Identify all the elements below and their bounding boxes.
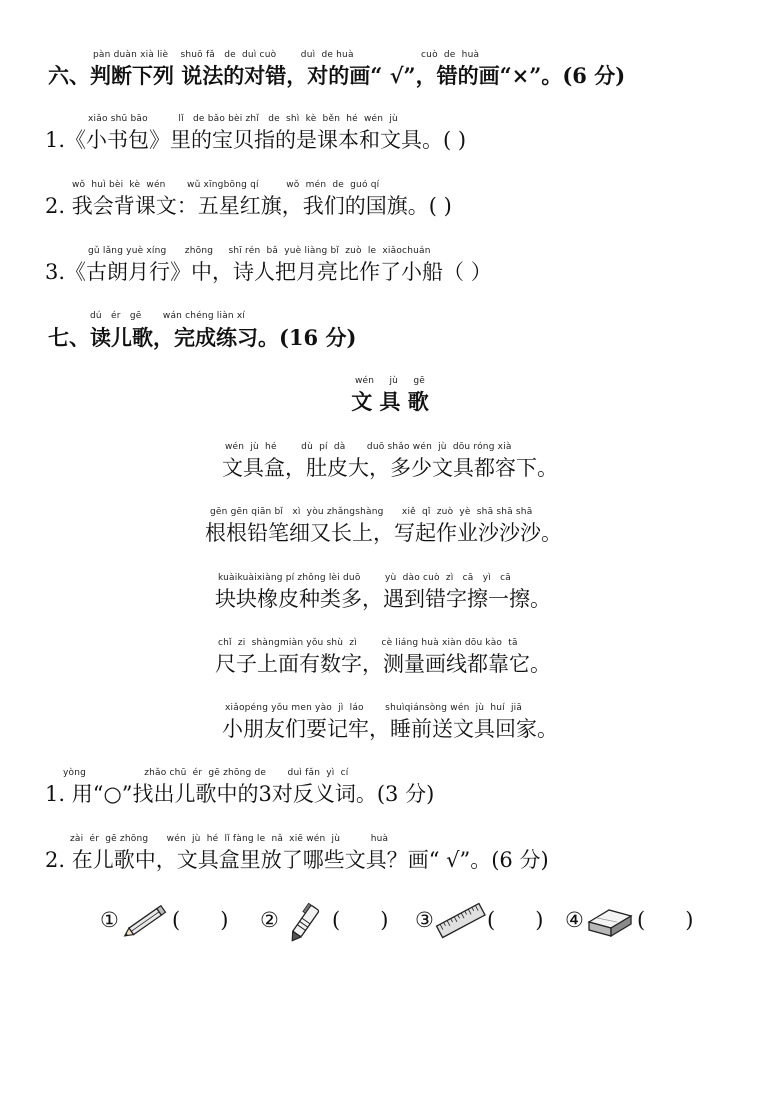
- poem-title: 文 具 歌: [351, 389, 429, 414]
- question1-text: 1. 用“○”找出儿歌中的3对反义词。(3 分): [45, 782, 435, 806]
- item1-text: 1.《小书包》里的宝贝指的是课本和文具。( ): [45, 128, 467, 152]
- poem-line1-pinyin: wén jù hé dù pí dà duō shǎo wén jù dōu róng xià: [225, 442, 512, 452]
- question2-pinyin: zài ér gē zhōng wén jù hé lǐ fàng le nǎ xiē wén jù huà: [70, 834, 389, 844]
- question2-text: 2. 在儿歌中，文具盒里放了哪些文具？画“ √”。(6 分): [45, 848, 549, 872]
- section7-pinyin: dú ér gē wán chéng liàn xí: [90, 311, 246, 321]
- section6-pinyin: pàn duàn xià liè shuō fǎ de duì cuò duì de huà cuò de huà: [93, 50, 480, 60]
- stationery-options: [100, 900, 700, 944]
- option-1-answer-blank[interactable]: ( ): [172, 908, 229, 932]
- poem-line2-pinyin: gēn gēn qiān bǐ xì yòu zhǎngshàng xiě qǐ zuò yè shā shā shā: [210, 507, 533, 517]
- pen-icon: [280, 900, 332, 942]
- poem-line3-pinyin: kuàikuàixiàng pí zhǒng lèi duō yù dào cuò zì cā yì cā: [218, 573, 511, 583]
- poem-line1: 文具盒，肚皮大，多少文具都容下。: [222, 456, 558, 480]
- poem-line3: 块块橡皮种类多，遇到错字擦一擦。: [215, 587, 551, 611]
- item2-pinyin: wǒ huì bèi kè wén wǔ xīngbōng qí wǒ mén de guó qí: [72, 180, 380, 190]
- item3-text: 3.《古朗月行》中，诗人把月亮比作了小船（ ）: [45, 260, 492, 284]
- poem-line2: 根根铅笔细又长上，写起作业沙沙沙。: [205, 521, 562, 545]
- option-2-answer-blank[interactable]: ( ): [332, 908, 389, 932]
- pencil-icon: [120, 900, 172, 942]
- option-1-number: ①: [100, 908, 119, 932]
- poem-line5-pinyin: xiǎopéng yǒu men yào jì láo shuìqiánsòng wén jù huí jiā: [225, 703, 523, 713]
- option-4-answer-blank[interactable]: ( ): [637, 908, 694, 932]
- poem-line4-pinyin: chǐ zi shàngmiàn yǒu shù zì cè liáng huà xiàn dōu kào tā: [218, 638, 518, 648]
- poem-line5: 小朋友们要记牢，睡前送文具回家。: [222, 717, 558, 741]
- option-3-answer-blank[interactable]: ( ): [487, 908, 544, 932]
- section7-title: 七、读儿歌，完成练习。(16 分): [48, 325, 357, 350]
- poem-title-pinyin: wén jù gē: [354, 376, 426, 386]
- eraser-icon: [585, 900, 637, 942]
- poem-line4: 尺子上面有数字，测量画线都靠它。: [215, 652, 551, 676]
- option-3-number: ③: [415, 908, 434, 932]
- ruler-icon: [435, 900, 487, 942]
- item2-text: 2. 我会背课文：五星红旗，我们的国旗。( ): [45, 194, 452, 218]
- option-2-number: ②: [260, 908, 279, 932]
- item3-pinyin: gǔ lǎng yuè xíng zhōng shī rén bǎ yuè liàng bǐ zuò le xiǎochuán: [88, 246, 431, 256]
- section6-title: 六、判断下列 说法的对错，对的画“ √”，错的画“×”。(6 分): [48, 63, 626, 88]
- question1-pinyin: yòng zhǎo chū ér gē zhōng de duì fǎn yì cí: [63, 768, 349, 778]
- item1-pinyin: xiǎo shū bāo lǐ de bǎo bèi zhǐ de shì kè běn hé wén jù: [88, 114, 398, 124]
- option-4-number: ④: [565, 908, 584, 932]
